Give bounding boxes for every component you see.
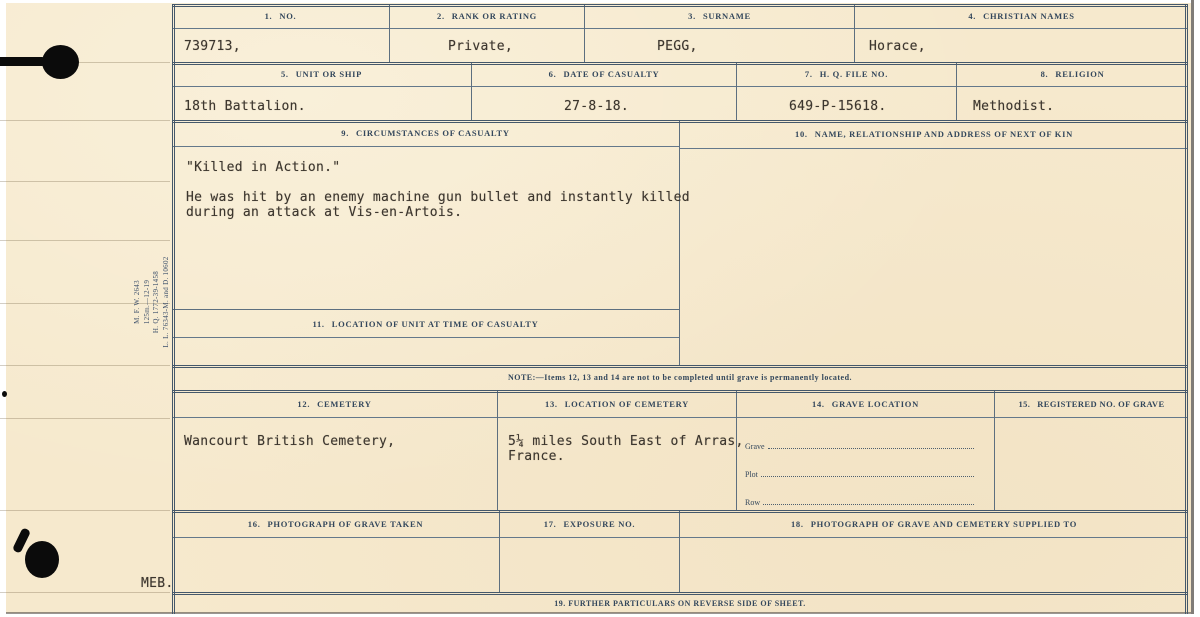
rule [172, 592, 1188, 595]
clerk-initials-annotation: MEB. [141, 576, 174, 591]
field-unit-value: 18th Battalion. [184, 99, 306, 114]
record-card-table [172, 4, 1188, 614]
form-imprint-line: L. L. 76343-M. and D. 10602 [161, 256, 170, 348]
margin-rule [0, 592, 170, 593]
field-circumstances-value [172, 147, 690, 309]
margin-rule [0, 418, 170, 419]
field-cemetery-value: Wancourt British Cemetery, [184, 434, 396, 449]
circumstances-line: He was hit by an enemy machine gun bullet and instantly killed [186, 190, 690, 205]
field-circumstances [172, 120, 690, 365]
field-exposure-no [500, 510, 680, 592]
row-row: Row [745, 479, 976, 507]
field-cemetery-location-header: 13. LOCATION OF CEMETERY [498, 390, 736, 418]
field-rank-value: Private, [448, 39, 514, 54]
form-imprint-line: 125m.—12-19 [142, 279, 151, 325]
field-grave-location-header: 14. GRAVE LOCATION [737, 390, 994, 418]
field-registered-no [995, 390, 1188, 510]
field-date-of-casualty [472, 62, 737, 120]
dotted-leader [768, 448, 974, 449]
margin-rule [0, 120, 170, 121]
field-exposure-no-header: 17. EXPOSURE NO. [500, 510, 679, 538]
field-religion-value: Methodist. [973, 99, 1055, 114]
field-hq-file-no-value: 649-P-15618. [789, 99, 887, 114]
field-photo-taken [172, 510, 500, 592]
field-christian-names-value: Horace, [869, 39, 926, 54]
field-surname-value: PEGG, [657, 39, 698, 54]
note-text: NOTE:—Items 12, 13 and 14 are not to be completed until grave is permanently located. [507, 373, 853, 382]
field-religion-header: 8. RELIGION [957, 62, 1188, 87]
field-christian-names [855, 4, 1188, 62]
note-band [172, 365, 1188, 390]
margin-rule [0, 181, 170, 182]
field-photo-supplied [680, 510, 1188, 592]
circumstances-line: "Killed in Action." [186, 160, 341, 175]
field-no-value: 739713, [184, 39, 241, 54]
rule-right [1185, 4, 1188, 614]
circumstances-line: during an attack at Vis-en-Artois. [186, 205, 463, 220]
rule-left [172, 4, 175, 614]
field-photo-supplied-header: 18. PHOTOGRAPH OF GRAVE AND CEMETERY SUPPLIED TO [680, 510, 1188, 538]
plot-row: Plot [745, 451, 976, 479]
hole-punch-top [42, 45, 79, 79]
field-grave-location [737, 390, 995, 510]
field-hq-file-no [737, 62, 957, 120]
field-circumstances-header: 9. CIRCUMSTANCES OF CASUALTY [172, 120, 679, 147]
field-cemetery-location [498, 390, 744, 510]
form-imprint-line: H. Q. 1772-39-1458 [152, 270, 160, 334]
dotted-leader [761, 476, 974, 477]
rule [172, 365, 1188, 368]
margin-rule [0, 510, 170, 511]
rule [172, 390, 1188, 393]
field-hq-file-no-header: 7. H. Q. FILE NO. [737, 62, 956, 87]
field-christian-names-header: 4. CHRISTIAN NAMES [855, 4, 1188, 29]
field-no [172, 4, 390, 62]
rule [172, 62, 1188, 65]
field-registered-no-header: 15. REGISTERED NO. OF GRAVE [995, 390, 1188, 418]
scan-border-right [1194, 0, 1200, 617]
field-religion [957, 62, 1188, 120]
field-rank-header: 2. RANK OR RATING [390, 4, 584, 29]
field-next-of-kin [680, 120, 1188, 365]
rule-top [172, 4, 1188, 7]
field-no-header: 1. NO. [172, 4, 389, 29]
field-next-of-kin-header: 10. NAME, RELATIONSHIP AND ADDRESS OF NEXT OF KIN [680, 120, 1188, 149]
field-surname [585, 4, 855, 62]
dotted-leader [763, 504, 974, 505]
field-date-of-casualty-header: 6. DATE OF CASUALTY [472, 62, 736, 87]
rule [172, 120, 1188, 123]
grave-row: Grave [745, 423, 976, 451]
field-cemetery-header: 12. CEMETERY [172, 390, 497, 418]
field-unit-header: 5. UNIT OR SHIP [172, 62, 471, 87]
form-imprint-line: M. F. W. 2643 [133, 280, 141, 324]
field-unit-location-header: 11. LOCATION OF UNIT AT TIME OF CASUALTY [172, 309, 679, 338]
footer-band [172, 592, 1188, 614]
field-surname-header: 3. SURNAME [585, 4, 854, 29]
field-rank [390, 4, 585, 62]
cemetery-location-line: France. [508, 449, 565, 464]
field-photo-taken-header: 16. PHOTOGRAPH OF GRAVE TAKEN [172, 510, 499, 538]
footer-text: 19. FURTHER PARTICULARS ON REVERSE SIDE OF SHEET. [554, 598, 806, 608]
cemetery-location-line: 5¼ miles South East of Arras, [508, 434, 744, 449]
hole-punch-bottom [25, 541, 59, 578]
field-cemetery [172, 390, 498, 510]
field-unit [172, 62, 472, 120]
hole-punch-top-stub [0, 57, 46, 66]
field-date-of-casualty-value: 27-8-18. [564, 99, 630, 114]
form-imprint [133, 237, 173, 367]
ink-speck [2, 391, 7, 397]
rule [172, 510, 1188, 513]
